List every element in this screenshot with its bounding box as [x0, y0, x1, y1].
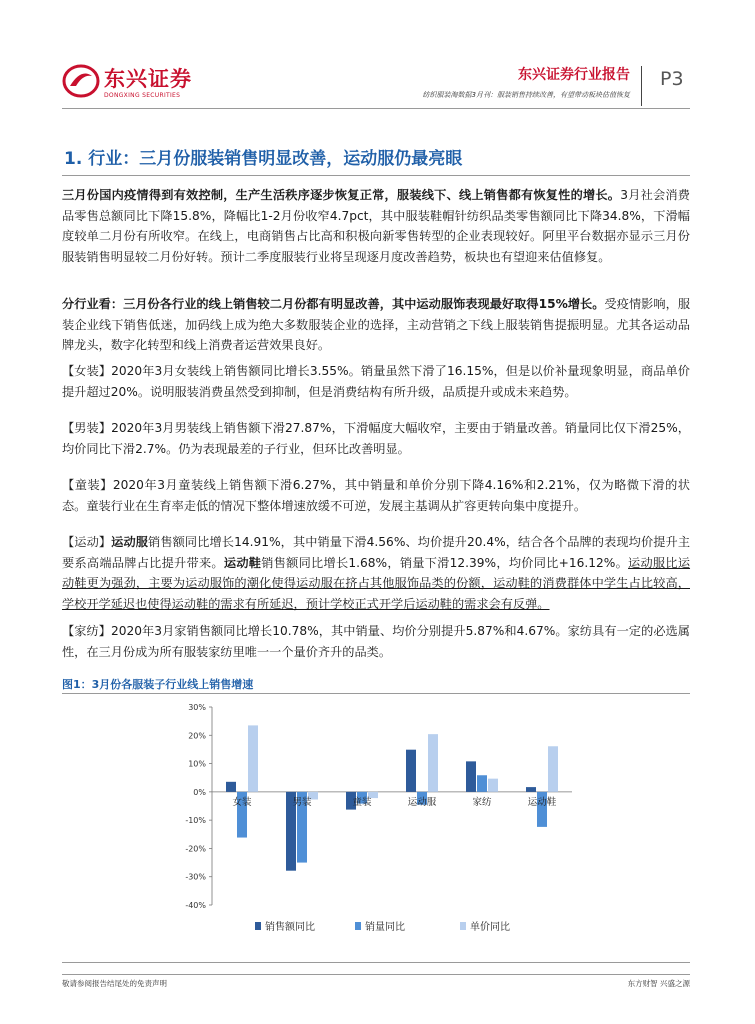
figure-bottom-rule — [62, 962, 690, 963]
x-tick-label: 女装 — [232, 796, 252, 808]
sports-apparel-label: 运动服 — [111, 535, 149, 549]
bar — [548, 746, 558, 792]
x-tick-label: 运动鞋 — [527, 796, 557, 808]
sports-shoes-label: 运动鞋 — [223, 555, 262, 570]
footer-slogan: 东方财智 兴盛之源 — [627, 979, 690, 988]
sales-growth-chart — [160, 695, 580, 945]
footer-rule — [62, 974, 690, 975]
paragraph-womenswear: 【女装】2020年3月女装线上销售额同比增长3.55%。销量虽然下滑了16.15%，但是以价补量现象明显，商品单价提升超过20%。说明服装消费虽然受到抑制，但是消费结构有所升级，品质提升或成未来趋势。 — [62, 364, 690, 399]
logo-subtext: DONGXING SECURITIES — [104, 92, 181, 99]
bar — [488, 779, 498, 792]
section-title: 1. 行业：三月份服装销售明显改善，运动服仍最亮眼 — [64, 149, 463, 169]
sports-apparel-text: 销售额同比增长14.91%，其中销量下滑4.56%、均价提升20.4%，结合各个品牌的表现均价提升主要系高端品牌占比提升带来。 — [62, 535, 691, 570]
y-tick-label: 10% — [188, 759, 206, 769]
footer-disclaimer: 敬请参阅报告结尾处的免责声明 — [62, 979, 167, 988]
overview-body: 3月社会消费品零售总额同比下降15.8%，降幅比1-2月份收窄4.7pct，其中服装鞋帽针纺织品类零售额同比下降34.8%，下滑幅度较单二月份有所收窄。在线上，电商销售占比高和积极向新零售转型的企业表现较好。阿里平台数据亦显示三月份服装销售明显较二月份好转。预计二季度服装行业将呈现逐月度改善趋势，板块也有望迎来估值修复。 — [62, 188, 690, 264]
sports-tag: 【运动】 — [62, 535, 112, 549]
legend-swatch — [460, 922, 466, 930]
bar — [477, 775, 487, 792]
y-tick-label: -40% — [185, 901, 206, 910]
header-divider — [641, 66, 642, 106]
bar — [248, 725, 258, 791]
sports-shoes-text: 销售额同比增长1.68%，销量下滑12.39%，均价同比+16.12%。 — [261, 555, 629, 570]
report-subtitle: 纺织服装淘数据3月刊：服装销售持续改善，有望带动板块估值恢复 — [422, 91, 630, 99]
paragraph-overview — [62, 185, 690, 267]
y-tick-label: 20% — [188, 731, 206, 741]
report-title: 东兴证券行业报告 — [518, 67, 630, 83]
x-tick-label: 童装 — [352, 796, 372, 808]
header-rule — [62, 108, 690, 109]
x-tick-label: 男装 — [292, 796, 312, 808]
y-tick-label: 30% — [188, 703, 206, 712]
overview-lead: 三月份国内疫情得到有效控制，生产生活秩序逐步恢复正常，服装线下、线上销售都有恢复性的增长。 — [62, 188, 621, 202]
page-number: P3 — [660, 68, 684, 90]
figure-title: 图1：3月份各服装子行业线上销售增速 — [62, 678, 254, 691]
paragraph-home-textile: 【家纺】2020年3月家销售额同比增长10.78%，其中销量、均价分别提升5.87%和4.67%。家纺具有一定的必选属性，在三月份成为所有服装家纺里唯一一个量价齐升的品类。 — [62, 624, 690, 659]
logo-text: 东兴证券 — [104, 67, 192, 91]
logo-icon — [62, 64, 100, 98]
legend-label: 单价同比 — [470, 922, 510, 933]
paragraph-sports — [62, 532, 690, 614]
x-tick-label: 运动服 — [407, 796, 437, 808]
bar — [406, 750, 416, 792]
legend-label: 销量同比 — [365, 922, 405, 933]
y-tick-label: -30% — [185, 872, 206, 882]
y-tick-label: 0% — [193, 787, 206, 797]
legend-swatch — [255, 922, 261, 930]
figure-rule — [62, 693, 690, 694]
y-tick-label: -20% — [185, 844, 206, 854]
industry-body: 受疫情影响，服装企业线下销售低迷，加码线上成为绝大多数服装企业的选择，主动营销之下线上服装销售提振明显。尤其各运动品牌龙头，数字化转型和线上消费者运营效果良好。 — [62, 297, 691, 352]
legend-label: 销售额同比 — [265, 922, 315, 933]
paragraph-menswear: 【男装】2020年3月男装线上销售额下滑27.87%，下滑幅度大幅收窄，主要由于销量改善。销量同比仅下滑25%，均价同比下滑2.7%。仍为表现最差的子行业，但环比改善明显。 — [62, 421, 690, 456]
bar — [226, 782, 236, 792]
bar — [466, 761, 476, 791]
section-rule — [62, 175, 690, 176]
industry-lead: 分行业看：三月份各行业的线上销售较二月份都有明显改善，其中运动服饰表现最好取得15%增长。 — [62, 297, 605, 311]
legend-swatch — [355, 922, 361, 930]
paragraph-by-industry — [62, 294, 690, 356]
y-tick-label: -10% — [185, 816, 206, 826]
x-tick-label: 家纺 — [472, 796, 492, 808]
paragraph-kidswear: 【童装】2020年3月童装线上销售额下滑6.27%，其中销量和单价分别下降4.16%和2.21%，仅为略微下滑的状态。童装行业在生育率走低的情况下整体增速放缓不可逆，发展主基调从扩容更转向集中度提升。 — [62, 478, 690, 513]
sports-analysis: 运动服比运动鞋更为强劲，主要为运动服饰的潮化使得运动服在挤占其他服饰品类的份额，运动鞋的消费群体中学生占比较高，学校开学延迟也使得运动鞋的需求有所延迟，预计学校正式开学后运动鞋的需求会有反弹。 — [62, 555, 691, 611]
bar — [526, 787, 536, 792]
bar — [428, 734, 438, 792]
